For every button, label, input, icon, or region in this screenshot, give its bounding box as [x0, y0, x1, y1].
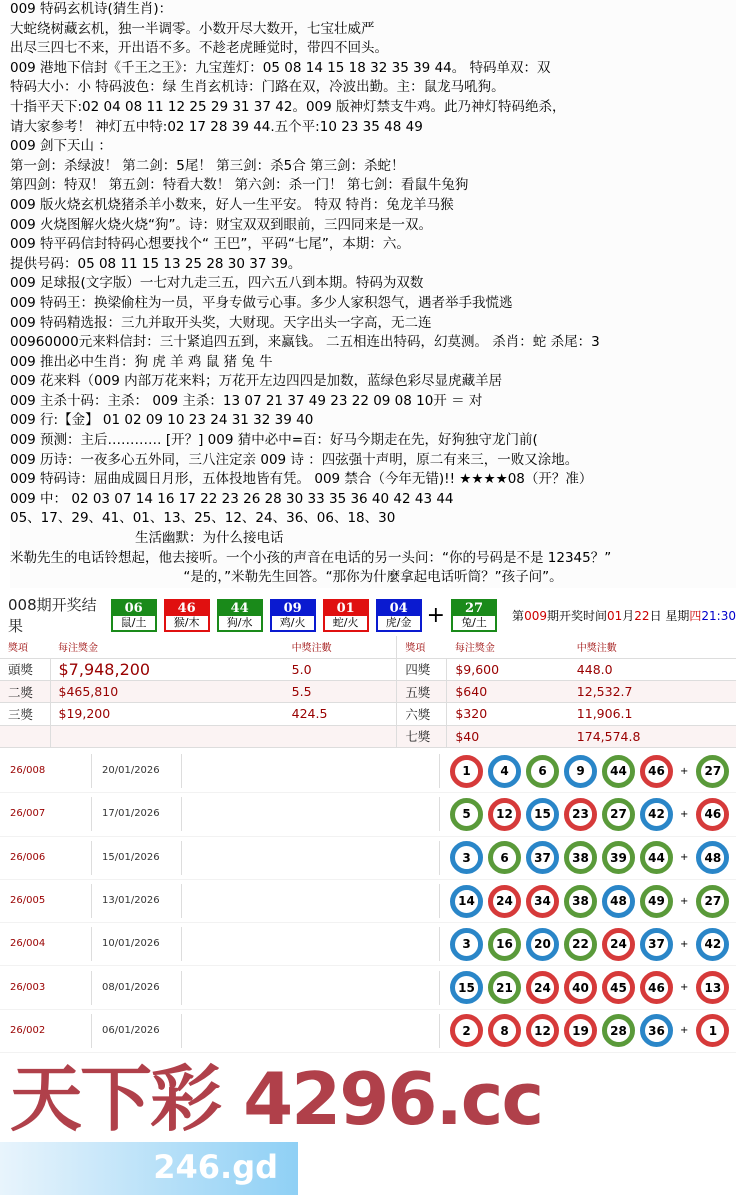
ball-number: 06 [113, 601, 155, 616]
text-line: 05、17、29、41、01、13、25、12、24、36、06、18、30 [10, 509, 736, 529]
lottery-ball: 5 [450, 798, 483, 831]
prize-cell: 174,574.8 [569, 725, 736, 747]
plus-sign: + [680, 1025, 689, 1037]
lottery-ball: 12 [488, 798, 521, 831]
plus-sign: + [680, 982, 689, 994]
text-line: 009 剑下天山 ： [10, 137, 736, 157]
history-row [0, 966, 736, 1009]
lottery-ball: 8 [488, 1014, 521, 1047]
lottery-ball: 27 [602, 798, 635, 831]
prize-cell: 11,906.1 [569, 703, 736, 725]
prize-cell: $19,200 [50, 703, 284, 725]
lottery-ball: 38 [564, 841, 597, 874]
lottery-ball: 39 [602, 841, 635, 874]
prize-cell [0, 725, 50, 747]
prize-cell: $7,948,200 [50, 658, 284, 680]
ball-number: 27 [453, 601, 495, 616]
special-ball: 1 [696, 1014, 729, 1047]
history-row [0, 750, 736, 793]
prize-header-cell: 獎項 [0, 636, 50, 658]
lottery-ball: 42 [640, 798, 673, 831]
text-line: 出尽三四七不来，开出语不多。不趁老虎睡觉时，带四不回头。 [10, 39, 736, 59]
result-ball [451, 599, 497, 632]
prize-table [0, 636, 736, 748]
prize-cell: $40 [447, 725, 569, 747]
text-line: 009 推出必中生肖：狗 虎 羊 鸡 鼠 猪 兔 牛 [10, 353, 736, 373]
period: 26/006 [0, 841, 92, 875]
special-ball: 27 [696, 885, 729, 918]
lottery-ball: 38 [564, 885, 597, 918]
lottery-ball: 6 [526, 755, 559, 788]
text-line: 009 特平码信封特码心想要找个“ 王巴”，平码“七尾”，本期：六。 [10, 235, 736, 255]
lottery-ball: 6 [488, 841, 521, 874]
prize-cell: 12,532.7 [569, 680, 736, 702]
special-ball: 46 [696, 798, 729, 831]
lottery-ball: 49 [640, 885, 673, 918]
text-line: 009 火烧图解火烧火烧“狗”。诗：财宝双双到眼前，三四同来是一双。 [10, 216, 736, 236]
period: 26/008 [0, 754, 92, 788]
lottery-ball: 22 [564, 928, 597, 961]
lottery-ball: 19 [564, 1014, 597, 1047]
prize-cell: 五獎 [397, 680, 447, 702]
prize-cell: $320 [447, 703, 569, 725]
lottery-ball: 24 [488, 885, 521, 918]
result-ball [376, 599, 422, 632]
draw-results-bar [0, 597, 736, 633]
lottery-ball: 46 [640, 755, 673, 788]
lottery-ball: 3 [450, 928, 483, 961]
text-line: 009 中： 02 03 07 14 16 17 22 23 26 28 30 33 35 36 40 42 43 44 [10, 490, 736, 510]
period: 26/003 [0, 971, 92, 1005]
draw-date: 17/01/2026 [92, 797, 182, 831]
prize-cell: 六獎 [397, 703, 447, 725]
ball-number: 44 [219, 601, 261, 616]
result-ball [323, 599, 369, 632]
results-title: 008期开奖结果 [8, 596, 97, 635]
prize-cell: 頭獎 [0, 658, 50, 680]
period: 26/007 [0, 797, 92, 831]
lottery-ball: 1 [450, 755, 483, 788]
result-ball [270, 599, 316, 632]
text-line: 009 特码玄机诗(猜生肖)： [10, 0, 736, 20]
text-line: “是的，”米勒先生回答。“那你为什麼拿起电话听筒？”孩子问”。 [10, 568, 736, 588]
ad-banner[interactable] [0, 1142, 298, 1195]
ball-number: 01 [325, 601, 367, 616]
history-row [0, 880, 736, 923]
text-line: 009 特码诗：屈曲成圆日月形，五体投地皆有凭。 009 禁合（今年无错)!! ★★★★08（开？准） [10, 470, 736, 490]
lottery-ball: 24 [602, 928, 635, 961]
lottery-ball: 44 [602, 755, 635, 788]
draw-date: 06/01/2026 [92, 1014, 182, 1048]
result-ball [164, 599, 210, 632]
plus-sign: + [680, 938, 689, 950]
text-line: 00960000元来料信封：三十紧追四五到，来赢钱。 二五相连出特码，幻莫测。 杀肖：蛇 杀尾：3 [10, 333, 736, 353]
history-row [0, 793, 736, 836]
text-line: 009 特码王：换梁偷柱为一员，平身专做亏心事。多少人家积怨气，遇者举手我慌逃 [10, 294, 736, 314]
prize-header-cell: 每注獎金 [50, 636, 284, 658]
prize-cell: 5.5 [284, 680, 397, 702]
text-line: 009 历诗：一夜多心五外同，三八注定亲 009 诗 ：四弦强十声明，原二有来三，一败又涂地。 [10, 451, 736, 471]
plus-sign: + [680, 808, 689, 820]
period: 26/005 [0, 884, 92, 918]
lottery-ball: 40 [564, 971, 597, 1004]
prize-cell: 四獎 [397, 658, 447, 680]
ball-zodiac: 鼠/土 [113, 616, 155, 630]
ball-number: 46 [166, 601, 208, 616]
lottery-ball: 44 [640, 841, 673, 874]
article-text [10, 0, 736, 588]
ball-zodiac: 鸡/火 [272, 616, 314, 630]
text-line: 009 版火烧玄机烧猪杀羊小数来，好人一生平安。 特双 特肖：兔龙羊马猴 [10, 196, 736, 216]
text-line: 009 足球报(文字版）一七对九走三五，四六五八到本期。特码为双数 [10, 274, 736, 294]
period: 26/004 [0, 927, 92, 961]
draw-date: 08/01/2026 [92, 971, 182, 1005]
special-ball: 42 [696, 928, 729, 961]
next-draw-time: 第009期开奖时间01月22日 星期四21:30 [512, 608, 736, 623]
plus-sign: + [680, 895, 689, 907]
special-ball: 27 [696, 755, 729, 788]
lottery-ball: 23 [564, 798, 597, 831]
lottery-ball: 28 [602, 1014, 635, 1047]
text-line: 提供号码：05 08 11 15 13 25 28 30 37 39。 [10, 255, 736, 275]
lottery-ball: 24 [526, 971, 559, 1004]
ball-number: 04 [378, 601, 420, 616]
prize-cell [50, 725, 284, 747]
lottery-ball: 36 [640, 1014, 673, 1047]
plus-sign: + [426, 602, 446, 628]
lottery-ball: 9 [564, 755, 597, 788]
prize-cell [284, 725, 397, 747]
result-ball [111, 599, 157, 632]
ball-zodiac: 蛇/火 [325, 616, 367, 630]
text-line: 009 行:【金】 01 02 09 10 23 24 31 32 39 40 [10, 411, 736, 431]
result-ball [217, 599, 263, 632]
draw-date: 20/01/2026 [92, 754, 182, 788]
text-line: 第四剑：特双！ 第五剑：特看大数！ 第六剑：杀一门！ 第七剑：看鼠牛兔狗 [10, 176, 736, 196]
prize-header [0, 636, 736, 658]
lottery-ball: 3 [450, 841, 483, 874]
ball-zodiac: 虎/金 [378, 616, 420, 630]
prize-cell: 七獎 [397, 725, 447, 747]
lottery-ball: 15 [450, 971, 483, 1004]
lottery-ball: 12 [526, 1014, 559, 1047]
text-line: 009 主杀十码：主杀： 009 主杀：13 07 21 37 49 23 22 09 08 10开 ＝ 对 [10, 392, 736, 412]
prize-cell: $9,600 [447, 658, 569, 680]
prize-header-cell: 每注獎金 [447, 636, 569, 658]
prize-row [0, 703, 736, 725]
text-line: 大蛇绕树藏玄机，独一半调零。小数开尽大数开，七宝壮威严 [10, 20, 736, 40]
lottery-ball: 21 [488, 971, 521, 1004]
footer [0, 1056, 736, 1195]
lottery-ball: 37 [640, 928, 673, 961]
ball-zodiac: 兔/土 [453, 616, 495, 630]
text-line: 009 特码精选报：三九并取开头奖，大财现。天字出头一字高，无二连 [10, 314, 736, 334]
history-row [0, 1010, 736, 1053]
lottery-ball: 34 [526, 885, 559, 918]
prize-header-cell: 中獎注數 [284, 636, 397, 658]
period: 26/002 [0, 1014, 92, 1048]
ball-number: 09 [272, 601, 314, 616]
prize-header-cell: 獎項 [397, 636, 447, 658]
prize-cell: 424.5 [284, 703, 397, 725]
text-line: 请大家参考！ 神灯五中特:02 17 28 39 44.五个平:10 23 35 48 49 [10, 118, 736, 138]
prize-cell: 二獎 [0, 680, 50, 702]
text-line: 第一剑：杀绿波！ 第二剑：5尾！ 第三剑：杀5合 第三剑：杀蛇！ [10, 157, 736, 177]
prize-cell: 三獎 [0, 703, 50, 725]
text-line: 十指平天下:02 04 08 11 12 25 29 31 37 42。009 版神灯禁支牛鸡。此乃神灯特码绝杀， [10, 98, 736, 118]
lottery-ball: 45 [602, 971, 635, 1004]
lottery-ball: 16 [488, 928, 521, 961]
ball-zodiac: 狗/水 [219, 616, 261, 630]
ball-zodiac: 猴/木 [166, 616, 208, 630]
lottery-ball: 2 [450, 1014, 483, 1047]
draw-date: 10/01/2026 [92, 927, 182, 961]
history-list [0, 750, 736, 1053]
text-line: 009 预测：主后………… [开？] 009 猜中必中=百：好马今期走在先，好狗独守龙门前( [10, 431, 736, 451]
text-line: 特码大小：小 特码波色：绿 生肖玄机诗：门路在双，冷波出勤。主：鼠龙马吼狗。 [10, 78, 736, 98]
prize-row [0, 680, 736, 702]
banner-text: 246.gd [153, 1148, 278, 1186]
draw-date: 15/01/2026 [92, 841, 182, 875]
lottery-ball: 4 [488, 755, 521, 788]
lottery-ball: 15 [526, 798, 559, 831]
lottery-ball: 37 [526, 841, 559, 874]
lottery-ball: 46 [640, 971, 673, 1004]
prize-row [0, 658, 736, 680]
special-ball: 48 [696, 841, 729, 874]
text-line: 米勒先生的电话铃想起，他去接听。一个小孩的声音在电话的另一头问：“你的号码是不是 12345？” [10, 549, 736, 569]
prize-cell: $640 [447, 680, 569, 702]
prize-cell: 448.0 [569, 658, 736, 680]
lottery-ball: 20 [526, 928, 559, 961]
prize-row [0, 725, 736, 747]
lottery-ball: 14 [450, 885, 483, 918]
special-ball: 13 [696, 971, 729, 1004]
text-line: 009 港地下信封《千王之王》：九宝莲灯：05 08 14 15 18 32 35 39 44。 特码单双：双 [10, 59, 736, 79]
watermark: 天下彩 4296.cc [10, 1057, 543, 1141]
draw-date: 13/01/2026 [92, 884, 182, 918]
history-row [0, 923, 736, 966]
plus-sign: + [680, 765, 689, 777]
history-row [0, 837, 736, 880]
text-line: 生活幽默：为什么接电话 [10, 529, 736, 549]
plus-sign: + [680, 852, 689, 864]
prize-header-cell: 中獎注數 [569, 636, 736, 658]
lottery-ball: 48 [602, 885, 635, 918]
text-line: 009 花来料（009 内部万花来料；万花开左边四四是加数，蓝绿色彩尽显虎藏羊居 [10, 372, 736, 392]
prize-cell: 5.0 [284, 658, 397, 680]
prize-cell: $465,810 [50, 680, 284, 702]
